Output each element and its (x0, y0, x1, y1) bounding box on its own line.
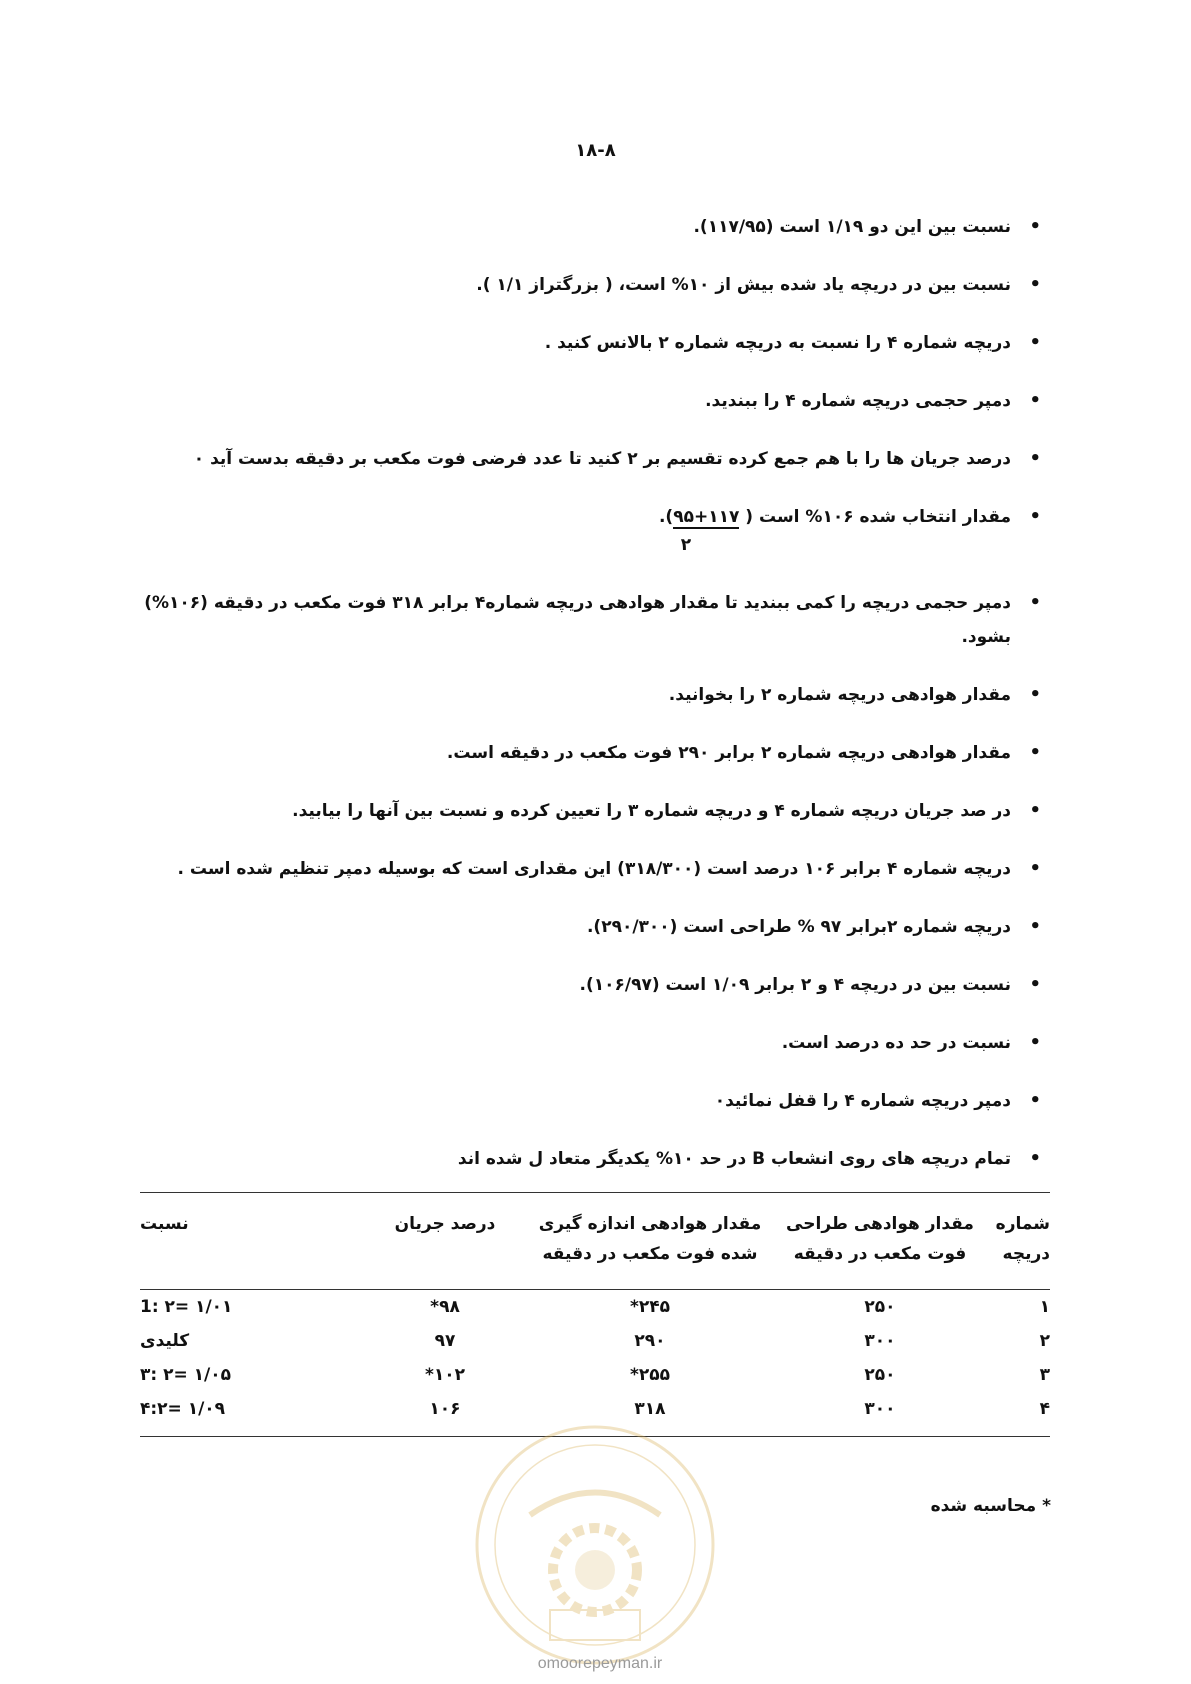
list-item-text: نسبت بین این دو ۱/۱۹ است (۱۱۷/۹۵). (693, 217, 1011, 237)
cell-ratio: ۴:۲= ۱/۰۹ (140, 1399, 226, 1419)
list-item (141, 442, 1041, 476)
cell-number: ۲ (1039, 1331, 1050, 1351)
cell-ratio: کلیدی (140, 1331, 190, 1351)
bullet-icon: • (1029, 800, 1041, 821)
list-item-text: تمام دریچه های روی انشعاب B در حد ۱۰% یکدیگر متعاد ل شده اند (457, 1149, 1011, 1169)
table-bottom-rule (140, 1436, 1050, 1437)
list-item-text: دمپر حجمی دریچه را کمی ببندید تا مقدار هوادهی دریچه شماره۴ برابر ۳۱۸ فوت مکعب در دقیقه (۱۰۶%) بشود. (144, 593, 1011, 647)
bullet-icon: • (1029, 916, 1041, 937)
data-table (140, 1193, 1050, 1426)
list-item-text: دریچه شماره ۲برابر ۹۷ % طراحی است (۲۹۰/۳۰۰). (586, 917, 1011, 937)
bullet-icon: • (1029, 274, 1041, 295)
bullet-icon: • (1029, 506, 1041, 527)
list-item-text: در صد جریان دریچه شماره ۴ و دریچه شماره ۳ را تعیین کرده و نسبت بین آنها را بیابید. (292, 801, 1011, 821)
bullet-icon: • (1029, 1090, 1041, 1111)
list-item (141, 1084, 1041, 1118)
list-item-text: نسبت بین در دریچه یاد شده بیش از ۱۰% است، ( بزرگتراز ۱/۱ ). (476, 275, 1011, 295)
list-item-text: مقدار هوادهی دریچه شماره ۲ را بخوانید. (668, 685, 1011, 705)
cell-measured: ۲۹۰ (634, 1331, 666, 1351)
selected-value-denominator: ۲ (680, 535, 692, 555)
list-item (141, 910, 1041, 944)
list-item-text: دریچه شماره ۴ را نسبت به دریچه شماره ۲ بالانس کنید . (544, 333, 1011, 353)
cell-percent: ۱۰۲* (424, 1365, 466, 1385)
bullet-icon: • (1029, 858, 1041, 879)
watermark-site-text: omoorepeyman.ir (537, 1655, 663, 1672)
cell-measured: ۲۴۵* (629, 1297, 671, 1317)
list-item-text: نسبت بین در دریچه ۴ و ۲ برابر ۱/۰۹ است (۱۰۶/۹۷). (579, 975, 1011, 995)
table-row (140, 1290, 1050, 1324)
bullet-icon: • (1029, 216, 1041, 237)
bullet-icon: • (1029, 390, 1041, 411)
list-item (141, 586, 1041, 654)
bullet-icon: • (1029, 1148, 1041, 1169)
cell-ratio: ۳: ۲= ۱/۰۵ (140, 1365, 231, 1385)
list-item (141, 852, 1041, 886)
bullet-icon: • (1029, 684, 1041, 705)
list-item (141, 794, 1041, 828)
cell-number: ۱ (1039, 1297, 1050, 1317)
list-item-text: دمپر حجمی دریچه شماره ۴ را ببندید. (705, 391, 1011, 411)
header-design: مقدار هوادهی طراحی فوت مکعب در دقیقه (786, 1214, 974, 1264)
list-item (141, 736, 1041, 770)
bullet-icon: • (1029, 332, 1041, 353)
bullet-icon: • (1029, 448, 1041, 469)
list-item (141, 326, 1041, 360)
table-row (140, 1392, 1050, 1426)
list-item (141, 384, 1041, 418)
selected-value-suffix: ). (658, 507, 674, 527)
cell-measured: ۳۱۸ (634, 1399, 666, 1419)
list-item (141, 678, 1041, 712)
header-number: شماره دریچه (995, 1214, 1050, 1264)
header-ratio: نسبت (140, 1214, 189, 1234)
cell-design: ۳۰۰ (864, 1399, 896, 1419)
list-item-selected-value (141, 500, 1041, 562)
list-item-text: نسبت در حد ده درصد است. (781, 1033, 1011, 1053)
cell-measured: ۲۵۵* (629, 1365, 671, 1385)
selected-value-prefix: مقدار انتخاب شده ۱۰۶% است ( (739, 507, 1011, 527)
list-item-text: دریچه شماره ۴ برابر ۱۰۶ درصد است (۳۱۸/۳۰۰) این مقداری است که بوسیله دمپر تنظیم شده است . (177, 859, 1011, 879)
list-item-text: مقدار هوادهی دریچه شماره ۲ برابر ۲۹۰ فوت مکعب در دقیقه است. (446, 743, 1011, 763)
cell-design: ۲۵۰ (864, 1297, 896, 1317)
watermark-logo-icon (470, 1420, 720, 1670)
table-header-row (140, 1193, 1050, 1279)
list-item (141, 1026, 1041, 1060)
page-number: ۱۸-۸ (575, 140, 616, 161)
balancing-table (140, 1192, 1050, 1437)
table-row (140, 1324, 1050, 1358)
list-item (141, 210, 1041, 244)
selected-value-numerator: ۱۱۷+۹۵ (673, 507, 740, 527)
list-item (141, 968, 1041, 1002)
bullet-icon: • (1029, 1032, 1041, 1053)
instruction-list (141, 210, 1041, 1200)
cell-design: ۳۰۰ (864, 1331, 896, 1351)
list-item (141, 268, 1041, 302)
header-percent: درصد جریان (394, 1214, 496, 1234)
bullet-icon: • (1029, 592, 1041, 613)
bullet-icon: • (1029, 974, 1041, 995)
bullet-icon: • (1029, 742, 1041, 763)
cell-percent: ۹۸* (430, 1297, 460, 1317)
table-row (140, 1358, 1050, 1392)
footnote: * محاسبه شده (930, 1496, 1051, 1516)
header-measured: مقدار هوادهی اندازه گیری شده فوت مکعب در دقیقه (538, 1214, 762, 1264)
list-item-text: دمپر دریچه شماره ۴ را قفل نمائید۰ (714, 1091, 1011, 1111)
cell-percent: ۹۷ (434, 1331, 456, 1351)
list-item-text: درصد جریان ها را با هم جمع کرده تقسیم بر ۲ کنید تا عدد فرضی فوت مکعب بر دقیقه بدست آید ۰ (193, 449, 1011, 469)
cell-design: ۲۵۰ (864, 1365, 896, 1385)
cell-number: ۳ (1039, 1365, 1050, 1385)
cell-number: ۴ (1039, 1399, 1050, 1419)
cell-ratio: 1: ۲= ۱/۰۱ (140, 1297, 233, 1317)
list-item (141, 1142, 1041, 1176)
cell-percent: ۱۰۶ (429, 1399, 461, 1419)
